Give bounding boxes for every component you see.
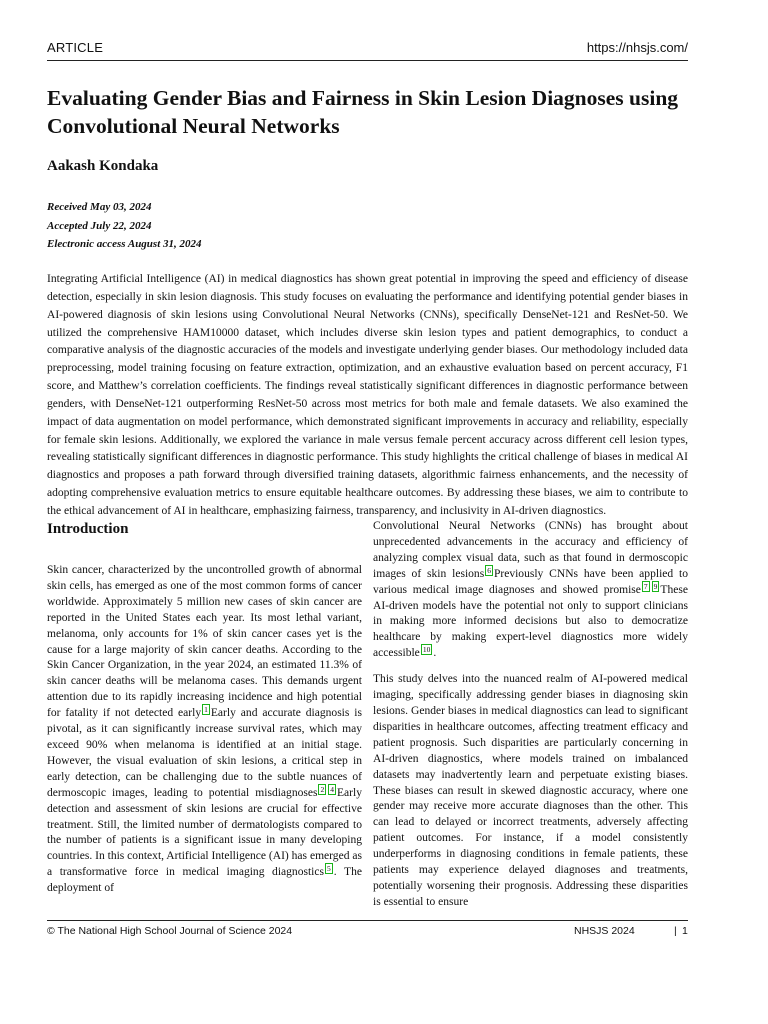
journal-url-link[interactable]: https://nhsjs.com/: [586, 40, 688, 55]
citation-link[interactable]: 4: [330, 784, 334, 794]
citation-link[interactable]: 10: [422, 645, 431, 655]
body-text: . The deployment of: [47, 866, 362, 895]
copyright-notice: © The National High School Journal of Science 2024: [47, 925, 293, 937]
accepted-date: Accepted July 22, 2024: [47, 219, 152, 232]
citation-link[interactable]: 1: [204, 705, 208, 715]
abstract: Integrating Artificial Intelligence (AI) in medical diagnostics has shown great potential in improving the speed and efficiency of disease detection, especially in skin lesion diagnosis. This study focuses on evaluating the performance and identifying potential gender biases in AI-powered diagnosis of skin lesions using Convolutional Neural Networks (CNNs), specifically DenseNet-121 and ResNet-50. We utilized the comprehensive HAM10000 dataset, which includes diverse skin lesion types and patient demographics, to conduct a comparative analysis of the diagnostic accuracies of the models and investigate underlying gender biases. Our methodology included data preprocessing, model training focusing on feature extraction, optimization, and an exhaustive evaluation based on percent accuracy, F1 score, and Matthew’s correlation coefficients. The findings reveal statistically significant differences in diagnostic performance between genders, with DenseNet-121 outperforming ResNet-50 across most metrics for both male and female datasets. We also examined the impact of data augmentation on model performance, which demonstrated significant improvements in accuracy and reliability, especially for female skin lesions. Additionally, we explored the variance in male versus female percent accuracy across different cell lesion types, revealing statistically significant differences in diagnostic performance. This study highlights the critical challenge of biases in medical AI diagnostics and proposes a path forward through diversified training datasets, algorithmic fairness enhancements, and the necessity of adopting comprehensive evaluation metrics to ensure equitable healthcare outcomes. By addressing these biases, we aim to contribute to the ethical advancement of AI in healthcare, emphasizing fairness, transparency, and inclusivity in AI-driven diagnostics.: [47, 273, 688, 517]
right-column: [373, 519, 688, 911]
body-text: These AI-driven models have the potential not only to support clinicians in making more informed decisions but also to democratize healthcare by making expert-level diagnostics more widely accessible: [373, 583, 688, 660]
citation-link[interactable]: 6: [487, 565, 491, 575]
paper-title: Evaluating Gender Bias and Fairness in Skin Lesion Diagnoses using Convolutional Neural Networks: [47, 86, 679, 138]
page-number: 1: [682, 925, 688, 937]
page-footer: [47, 920, 688, 941]
received-date: Received May 03, 2024: [47, 201, 152, 213]
footer-separator: |: [674, 925, 677, 937]
citation-link[interactable]: 5: [327, 864, 331, 874]
intro-paragraph-1: [47, 563, 362, 897]
citation-link[interactable]: 7: [643, 581, 648, 591]
electronic-access-date: Electronic access August 31, 2024: [47, 238, 202, 250]
body-text: Previously CNNs have been applied to various medical image diagnoses and showed promise: [373, 567, 688, 596]
author-name: Aakash Kondaka: [47, 158, 159, 174]
body-text: Skin cancer, characterized by the uncontrolled growth of abnormal skin cells, has emerged as one of the most common forms of cancer worldwide. Approximately 5 million new cases of skin cancer are reported in the United States each year. Its most lethal variant, melanoma, only accounts for 1% of skin cancer cases yet is the cause for a large majority of skin cancer deaths. According to the Skin Cancer Organization, in the year 2024, an estimated 11.3% of skin cancer deaths will be melanoma cases. This demands urgent attention due to its rapidly increasing incidence and high potential for fatality if not detected early: [47, 564, 362, 720]
intro-paragraph-1-continued: [373, 519, 688, 662]
page-header: [47, 40, 688, 61]
left-column: [47, 519, 362, 897]
body-text: Early and accurate diagnosis is pivotal, as it can significantly increase survival rates, which may exceed 90% when melanoma is identified at an initial stage. However, the visual evaluation of skin lesions, a critical step in early detection, can be challenging due to the subtle nuances of dermoscopic images, leading to potential misdiagnoses: [47, 707, 363, 799]
body-text: Convolutional Neural Networks (CNNs) has brought about unprecedented advancements in the accuracy and efficiency of analyzing complex visual data, such as that found in dermoscopic images of skin lesions: [373, 520, 688, 580]
body-text: Early detection and assessment of skin lesions are crucial for effective treatment. Still, the limited number of dermatologists compared to the number of patients is a significant issue in many developing countries. In this context, Artificial Intelligence (AI) has emerged as a transformative force in medical imaging diagnostics: [47, 786, 362, 879]
citation-link[interactable]: 9: [653, 581, 658, 591]
introduction-heading: Introduction: [47, 521, 129, 537]
citation-link[interactable]: 2: [320, 784, 325, 794]
publication-dates: [47, 198, 202, 254]
body-text: .: [433, 647, 437, 660]
journal-year: NHSJS 2024: [574, 925, 635, 937]
article-label: ARTICLE: [47, 40, 104, 55]
intro-paragraph-2: This study delves into the nuanced realm of AI-powered medical imaging, specifically addressing gender biases in diagnosing skin lesions. Gender biases in medical diagnostics can lead to significant disparities in healthcare outcomes, affecting treatment efficacy and patient prognosis. Such disparities are particularly concerning in AI-driven diagnostics, where models trained on imbalanced datasets may inadvertently learn and perpetuate existing biases. These biases can result in skewed diagnostic accuracy, where one gender may receive more accurate diagnoses than the other. This can lead to delayed or incorrect treatments, adversely affecting patient outcomes. For instance, if a model consistently underperforms in diagnosing conditions in female patients, these patients may experience delayed diagnoses and treatments, potentially worsening their prognosis. Addressing these disparities is essential to ensure: [373, 673, 688, 908]
